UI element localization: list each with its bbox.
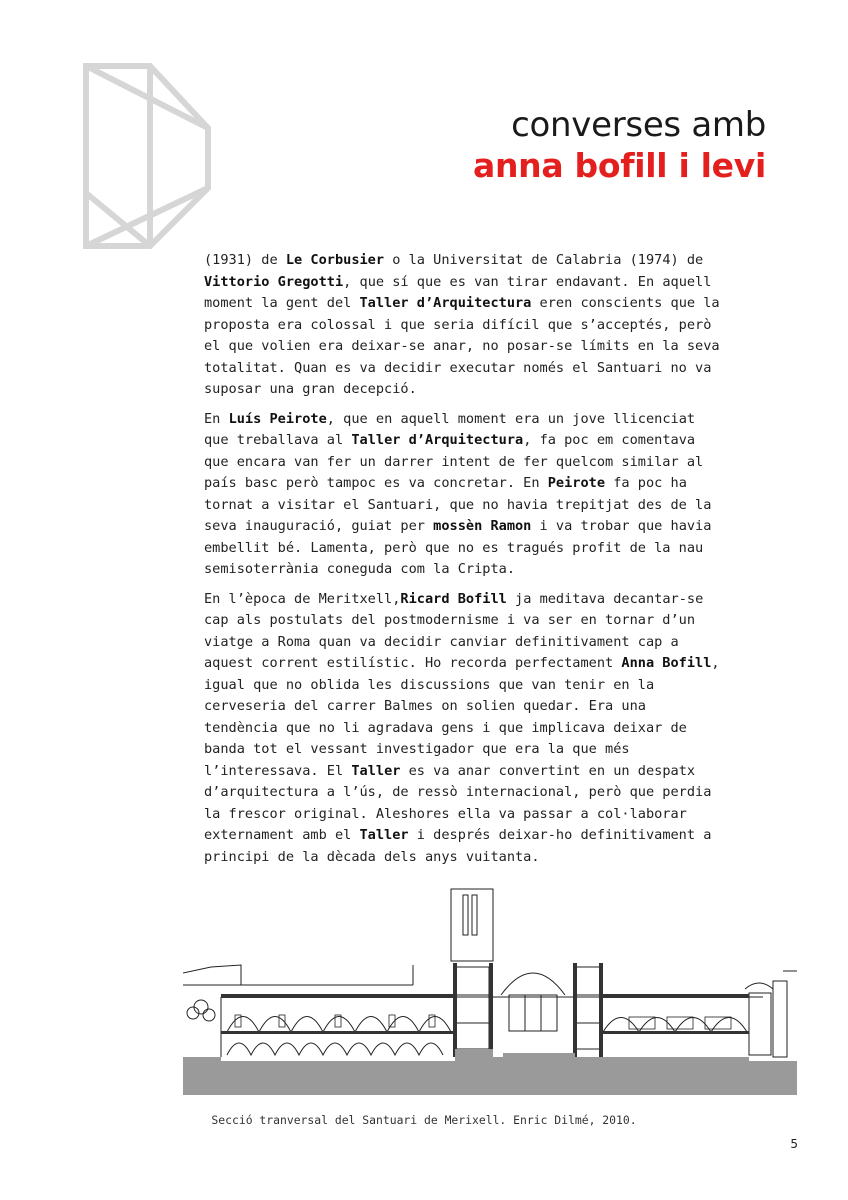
text-run: l’interessava. El (204, 762, 352, 779)
text-run: semisoterrània coneguda com la Cripta. (204, 561, 515, 577)
text-run: aquest corrent estilístic. Ho recorda perfectament (204, 655, 622, 671)
text-run: es va anar convertint en un despatx (400, 762, 696, 779)
series-title: converses amb (511, 105, 766, 145)
logo-mark-icon (80, 58, 215, 253)
bold-name: Luís Peirote (228, 410, 327, 427)
text-run: En l’època de Meritxell, (204, 590, 401, 607)
text-run: tendència que no li agradava gens i que implicava deixar de (204, 719, 687, 736)
bold-name: Taller (359, 827, 409, 843)
text-run: o la Universitat de Calabria (1974) de (384, 252, 704, 268)
text-run: suposar una gran decepció. (204, 381, 417, 397)
text-run: viatge a Roma quan va decidir canviar definitivament cap a (204, 633, 679, 650)
bold-name: Taller (351, 762, 401, 779)
text-run: seva inauguració, guiat per (204, 518, 434, 534)
text-run: proposta era colossal i que seria difícil que s’acceptés, però (204, 316, 712, 333)
page-number: 5 (790, 1137, 798, 1151)
text-run: , fa poc em comentava (523, 432, 696, 448)
text-run: tornat a visitar el Santuari, que no havia trepitjat des de la (204, 496, 712, 513)
article-body (204, 250, 804, 876)
text-run: eren conscients que la (531, 295, 720, 311)
text-run: embellit bé. Lamenta, però que no es tragués profit de la nau (204, 539, 704, 556)
body-paragraph (204, 409, 804, 581)
bold-name: mossèn Ramon (433, 518, 532, 534)
text-run: el que volien era deixar-se anar, no posar-se límits en la seva (204, 338, 720, 354)
text-run: país basc però tampoc es va concretar. En (204, 475, 548, 491)
text-run: totalitat. Quan es va decidir executar només el Santuari no va (204, 359, 712, 376)
text-run: que encara van fer un darrer intent de fer quelcom similar al (204, 453, 704, 470)
figure-caption: Secció tranversal del Santuari de Merixell. Enric Dilmé, 2010. (211, 1113, 637, 1127)
text-run: En (204, 410, 229, 427)
santuari-cross-section-drawing (183, 885, 797, 1095)
body-paragraph (204, 589, 804, 869)
text-run: i va trobar que havia (531, 518, 712, 534)
text-run: la frescor original. Aleshores ella va passar a col·laborar (204, 805, 687, 822)
bold-name: Peirote (547, 475, 606, 491)
bold-name: Le Corbusier (285, 252, 385, 268)
text-run: d’arquitectura a l’ús, de ressò internacional, però que perdia (204, 784, 712, 800)
text-run: igual que no oblida les discussions que van tenir en la (204, 676, 655, 693)
text-run: cerveseria del carrer Balmes on solien quedar. Era una (204, 698, 646, 714)
text-run: ja meditava decantar-se (506, 590, 704, 607)
text-run: , que sí que es van tirar endavant. En aquell (343, 273, 712, 290)
text-run: , (711, 655, 720, 671)
bold-name: Taller d’Arquitectura (351, 432, 524, 448)
body-paragraph (204, 250, 804, 401)
bold-name: Vittorio Gregotti (204, 273, 344, 290)
text-run: cap als postulats del postmodernisme i va ser en tornar d’un (204, 612, 696, 628)
text-run: (1931) de (204, 252, 286, 268)
text-run: , que en aquell moment era un jove llicenciat (326, 410, 696, 427)
bold-name: Ricard Bofill (400, 590, 507, 607)
text-run: i després deixar-ho definitivament a (408, 827, 712, 843)
article-header (472, 105, 766, 185)
text-run: fa poc ha (605, 475, 687, 491)
interviewee-name: anna bofill i levi (472, 146, 766, 185)
bold-name: Anna Bofill (621, 655, 712, 671)
text-run: moment la gent del (204, 295, 360, 311)
text-run: principi de la dècada dels anys vuitanta. (204, 848, 540, 865)
text-run: externament amb el (204, 827, 360, 843)
text-run: que treballava al (204, 432, 352, 448)
text-run: banda tot el vessant investigador que era la que més (204, 741, 630, 757)
bold-name: Taller d’Arquitectura (359, 295, 532, 311)
